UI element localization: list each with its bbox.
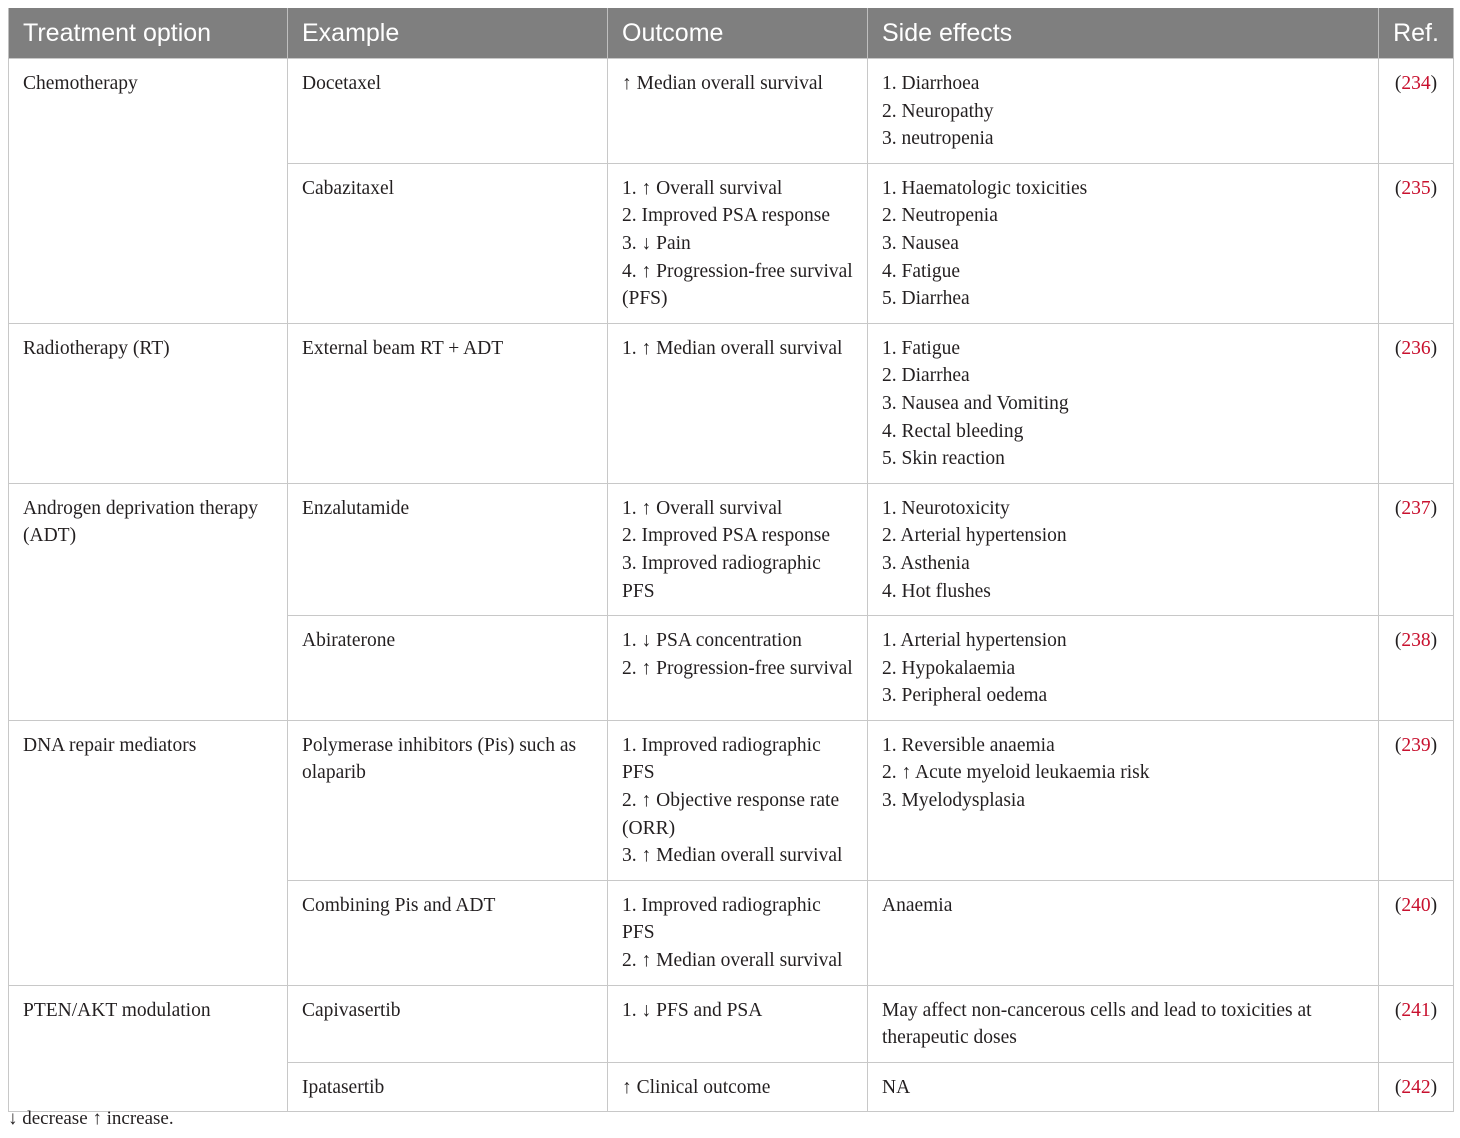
outcome-cell <box>608 1062 868 1112</box>
side-effect-item: 4. Fatigue <box>882 260 960 282</box>
side-effect-item: 3. Peripheral oedema <box>882 685 1048 707</box>
table-row <box>9 720 1454 880</box>
side-effect-item: 1. Haematologic toxicities <box>882 177 1088 199</box>
table-row <box>9 985 1454 1062</box>
ref-cell <box>1379 323 1454 483</box>
outcome-item: 1. Improved radiographic PFS <box>622 734 821 784</box>
outcome-item: 2. Improved PSA response <box>622 525 830 547</box>
outcome-cell <box>608 616 868 721</box>
side-effect-item: 2. Diarrhea <box>882 365 970 387</box>
table-row <box>9 483 1454 615</box>
outcome-item: 2. ↑ Median overall survival <box>622 950 843 972</box>
outcome-cell <box>608 483 868 615</box>
outcome-cell <box>608 163 868 323</box>
side-effects-cell <box>868 985 1379 1062</box>
side-effect-item: May affect non-cancerous cells and lead to toxicities at therapeutic doses <box>882 999 1312 1049</box>
ref-close-paren: ) <box>1430 630 1438 652</box>
side-effect-item: 2. Arterial hypertension <box>882 525 1067 547</box>
outcome-item: 3. ↑ Median overall survival <box>622 845 843 867</box>
table-footnote: ↓ decrease ↑ increase. <box>8 1108 174 1129</box>
ref-cell <box>1379 880 1454 985</box>
outcome-cell <box>608 880 868 985</box>
side-effect-item: 2. Neutropenia <box>882 205 998 227</box>
side-effect-item: 1. Fatigue <box>882 337 960 359</box>
side-effect-item: 1. Diarrhoea <box>882 73 980 94</box>
side-effects-cell <box>868 323 1379 483</box>
side-effect-item: 5. Diarrhea <box>882 288 970 310</box>
ref-cell <box>1379 59 1454 164</box>
outcome-item: 1. ↑ Overall survival <box>622 497 783 519</box>
example-cell: Polymerase inhibitors (Pis) such as olaparib <box>288 720 608 880</box>
side-effect-item: 4. Hot flushes <box>882 580 991 602</box>
treatment-option-cell: Chemotherapy <box>9 59 288 324</box>
ref-open-paren: ( <box>1394 1076 1402 1098</box>
ref-close-paren: ) <box>1430 999 1438 1021</box>
header-treatment-option: Treatment option <box>9 8 288 59</box>
side-effects-cell <box>868 483 1379 615</box>
treatment-option-cell: Radiotherapy (RT) <box>9 323 288 483</box>
table-row <box>9 323 1454 483</box>
ref-cell <box>1379 1062 1454 1112</box>
outcome-cell <box>608 323 868 483</box>
example-cell: Capivasertib <box>288 985 608 1062</box>
ref-open-paren: ( <box>1394 999 1402 1021</box>
outcome-item: 2. Improved PSA response <box>622 205 830 227</box>
side-effects-cell <box>868 59 1379 164</box>
reference-link[interactable]: 237 <box>1401 497 1431 519</box>
example-cell: Cabazitaxel <box>288 163 608 323</box>
ref-open-paren: ( <box>1394 894 1402 916</box>
reference-link[interactable]: 236 <box>1401 337 1431 359</box>
ref-open-paren: ( <box>1394 630 1402 652</box>
treatment-table-container <box>8 8 1453 1112</box>
outcome-item: 1. ↑ Median overall survival <box>622 337 843 359</box>
outcome-item: 2. ↑ Progression-free survival <box>622 657 853 679</box>
outcome-item: 1. ↓ PSA concentration <box>622 630 802 652</box>
outcome-item: 4. ↑ Progression-free survival (PFS) <box>622 260 853 310</box>
side-effects-cell <box>868 1062 1379 1112</box>
side-effects-cell <box>868 616 1379 721</box>
side-effects-cell <box>868 880 1379 985</box>
ref-close-paren: ) <box>1430 73 1438 94</box>
side-effect-item: 1. Arterial hypertension <box>882 630 1067 652</box>
side-effect-item: NA <box>882 1076 911 1098</box>
side-effect-item: 3. Myelodysplasia <box>882 790 1025 812</box>
side-effect-item: 3. neutropenia <box>882 128 994 150</box>
side-effects-cell <box>868 163 1379 323</box>
ref-close-paren: ) <box>1430 734 1438 756</box>
side-effect-item: 2. Hypokalaemia <box>882 657 1016 679</box>
header-ref: Ref. <box>1379 8 1454 59</box>
outcome-cell <box>608 59 868 164</box>
example-cell: Combining Pis and ADT <box>288 880 608 985</box>
example-cell: Enzalutamide <box>288 483 608 615</box>
side-effect-item: 3. Nausea <box>882 232 959 254</box>
outcome-item: 3. ↓ Pain <box>622 232 691 254</box>
reference-link[interactable]: 241 <box>1401 999 1431 1021</box>
reference-link[interactable]: 240 <box>1401 894 1431 916</box>
example-cell: Docetaxel <box>288 59 608 164</box>
ref-open-paren: ( <box>1394 497 1402 519</box>
ref-open-paren: ( <box>1394 337 1402 359</box>
treatment-table <box>8 8 1454 1112</box>
side-effect-item: 4. Rectal bleeding <box>882 420 1024 442</box>
ref-open-paren: ( <box>1394 177 1402 199</box>
header-row <box>9 8 1454 59</box>
side-effect-item: 1. Neurotoxicity <box>882 497 1010 519</box>
header-side-effects: Side effects <box>868 8 1379 59</box>
header-example: Example <box>288 8 608 59</box>
reference-link[interactable]: 242 <box>1401 1076 1431 1098</box>
ref-cell <box>1379 985 1454 1062</box>
side-effect-item: 3. Asthenia <box>882 552 970 574</box>
ref-cell <box>1379 720 1454 880</box>
ref-cell <box>1379 163 1454 323</box>
ref-cell <box>1379 616 1454 721</box>
side-effect-item: 2. Neuropathy <box>882 100 994 122</box>
outcome-item: ↑ Clinical outcome <box>622 1076 771 1098</box>
ref-close-paren: ) <box>1430 1076 1438 1098</box>
side-effect-item: 3. Nausea and Vomiting <box>882 392 1069 414</box>
ref-close-paren: ) <box>1430 894 1438 916</box>
side-effect-item: 5. Skin reaction <box>882 448 1005 470</box>
side-effect-item: Anaemia <box>882 894 953 916</box>
ref-close-paren: ) <box>1430 337 1438 359</box>
reference-link[interactable]: 239 <box>1401 734 1431 756</box>
outcome-item: 2. ↑ Objective response rate (ORR) <box>622 790 840 839</box>
outcome-item: 1. ↑ Overall survival <box>622 177 783 199</box>
table-body <box>9 59 1454 1112</box>
outcome-item: 1. Improved radiographic PFS <box>622 894 821 944</box>
table-row <box>9 59 1454 164</box>
side-effect-item: 1. Reversible anaemia <box>882 734 1055 756</box>
outcome-cell <box>608 720 868 880</box>
side-effect-item: 2. ↑ Acute myeloid leukaemia risk <box>882 762 1150 784</box>
reference-link[interactable]: 234 <box>1401 73 1431 94</box>
outcome-item: 1. ↓ PFS and PSA <box>622 999 763 1021</box>
treatment-option-cell: PTEN/AKT modulation <box>9 985 288 1112</box>
example-cell: Ipatasertib <box>288 1062 608 1112</box>
outcome-item: 3. Improved radiographic PFS <box>622 552 821 602</box>
ref-open-paren: ( <box>1394 73 1402 94</box>
example-cell: External beam RT + ADT <box>288 323 608 483</box>
header-outcome: Outcome <box>608 8 868 59</box>
ref-cell <box>1379 483 1454 615</box>
outcome-item: ↑ Median overall survival <box>622 73 823 94</box>
reference-link[interactable]: 238 <box>1401 630 1431 652</box>
example-cell: Abiraterone <box>288 616 608 721</box>
outcome-cell <box>608 985 868 1062</box>
ref-open-paren: ( <box>1394 734 1402 756</box>
treatment-option-cell: Androgen deprivation therapy (ADT) <box>9 483 288 720</box>
treatment-option-cell: DNA repair mediators <box>9 720 288 985</box>
ref-close-paren: ) <box>1430 177 1438 199</box>
reference-link[interactable]: 235 <box>1401 177 1431 199</box>
ref-close-paren: ) <box>1430 497 1438 519</box>
side-effects-cell <box>868 720 1379 880</box>
table-header <box>9 8 1454 59</box>
